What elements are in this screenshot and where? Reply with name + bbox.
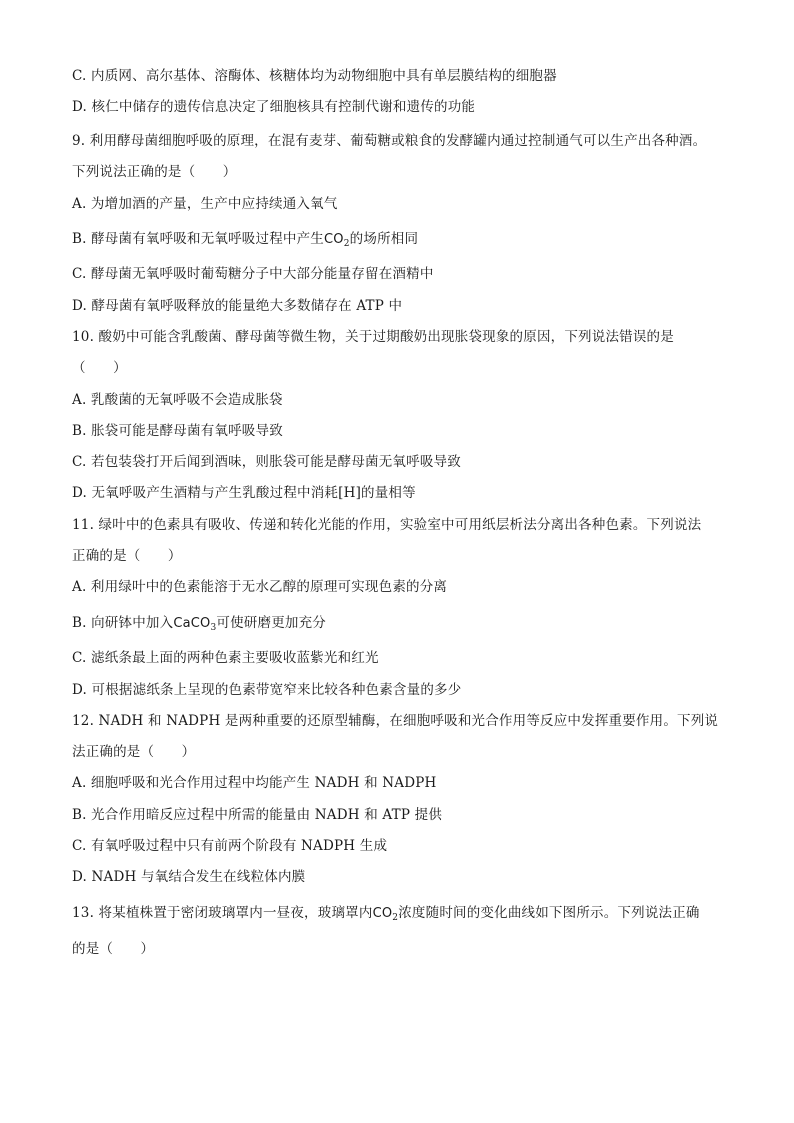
question-13-stem-line2: 的是（ ）: [72, 941, 155, 957]
option-8c: C. 内质网、高尔基体、溶酶体、核糖体均为动物细胞中具有单层膜结构的细胞器: [72, 68, 557, 84]
co2-formula: CO: [372, 906, 393, 921]
question-10-stem-line2: （ ）: [72, 360, 127, 376]
question-10-stem-line1: 10. 酸奶中可能含乳酸菌、酵母菌等微生物，关于过期酸奶出现胀袋现象的原因，下列说法错误的是: [72, 329, 674, 345]
option-11c: C. 滤纸条最上面的两种色素主要吸收蓝紫光和红光: [72, 650, 379, 666]
option-12a: A. 细胞呼吸和光合作用过程中均能产生 NADH 和 NADPH: [72, 775, 437, 791]
option-10d: D. 无氧呼吸产生酒精与产生乳酸过程中消耗[H]的量相等: [72, 485, 416, 501]
option-10b: B. 胀袋可能是酵母菌有氧呼吸导致: [72, 423, 283, 439]
option-10c: C. 若包装袋打开后闻到酒味，则胀袋可能是酵母菌无氧呼吸导致: [72, 454, 461, 470]
option-11b: B. 向研钵中加入CaCO$_3$可使研磨更加充分: [72, 615, 327, 633]
caco3-formula: CaCO: [173, 616, 211, 631]
question-12-stem-line2: 法正确的是（ ）: [72, 744, 196, 760]
question-9-stem-line2: 下列说法正确的是（ ）: [72, 164, 237, 180]
question-11-stem-line1: 11. 绿叶中的色素具有吸收、传递和转化光能的作用，实验室中可用纸层析法分离出各种色素。下列说法: [72, 517, 702, 533]
question-13-stem-line1: 13. 将某植株置于密闭玻璃罩内一昼夜，玻璃罩内$CO_2$浓度随时间的变化曲线如下图所示。下列说法正确: [72, 905, 700, 923]
option-9d: D. 酵母菌有氧呼吸释放的能量绝大多数储存在 ATP 中: [72, 298, 403, 314]
option-12d: D. NADH 与氧结合发生在线粒体内膜: [72, 869, 306, 885]
option-12b: B. 光合作用暗反应过程中所需的能量由 NADH 和 ATP 提供: [72, 807, 443, 823]
option-9b: B. 酵母菌有氧呼吸和无氧呼吸过程中产生$CO_2$的场所相同: [72, 231, 419, 249]
option-9a: A. 为增加酒的产量，生产中应持续通入氧气: [72, 196, 338, 212]
question-9-stem-line1: 9. 利用酵母菌细胞呼吸的原理，在混有麦芽、葡萄糖或粮食的发酵罐内通过控制通气可以生产出各种酒。: [72, 133, 707, 149]
option-9c: C. 酵母菌无氧呼吸时葡萄糖分子中大部分能量存留在酒精中: [72, 266, 434, 282]
question-11-stem-line2: 正确的是（ ）: [72, 548, 182, 564]
option-11a: A. 利用绿叶中的色素能溶于无水乙醇的原理可实现色素的分离: [72, 579, 448, 595]
question-12-stem-line1: 12. NADH 和 NADPH 是两种重要的还原型辅酶，在细胞呼吸和光合作用等反应中发挥重要作用。下列说: [72, 713, 719, 729]
option-12c: C. 有氧呼吸过程中只有前两个阶段有 NADPH 生成: [72, 838, 388, 854]
option-11d: D. 可根据滤纸条上呈现的色素带宽窄来比较各种色素含量的多少: [72, 682, 462, 698]
co2-formula: CO: [324, 232, 344, 247]
option-8d: D. 核仁中储存的遗传信息决定了细胞核具有控制代谢和遗传的功能: [72, 99, 476, 115]
option-10a: A. 乳酸菌的无氧呼吸不会造成胀袋: [72, 392, 283, 408]
